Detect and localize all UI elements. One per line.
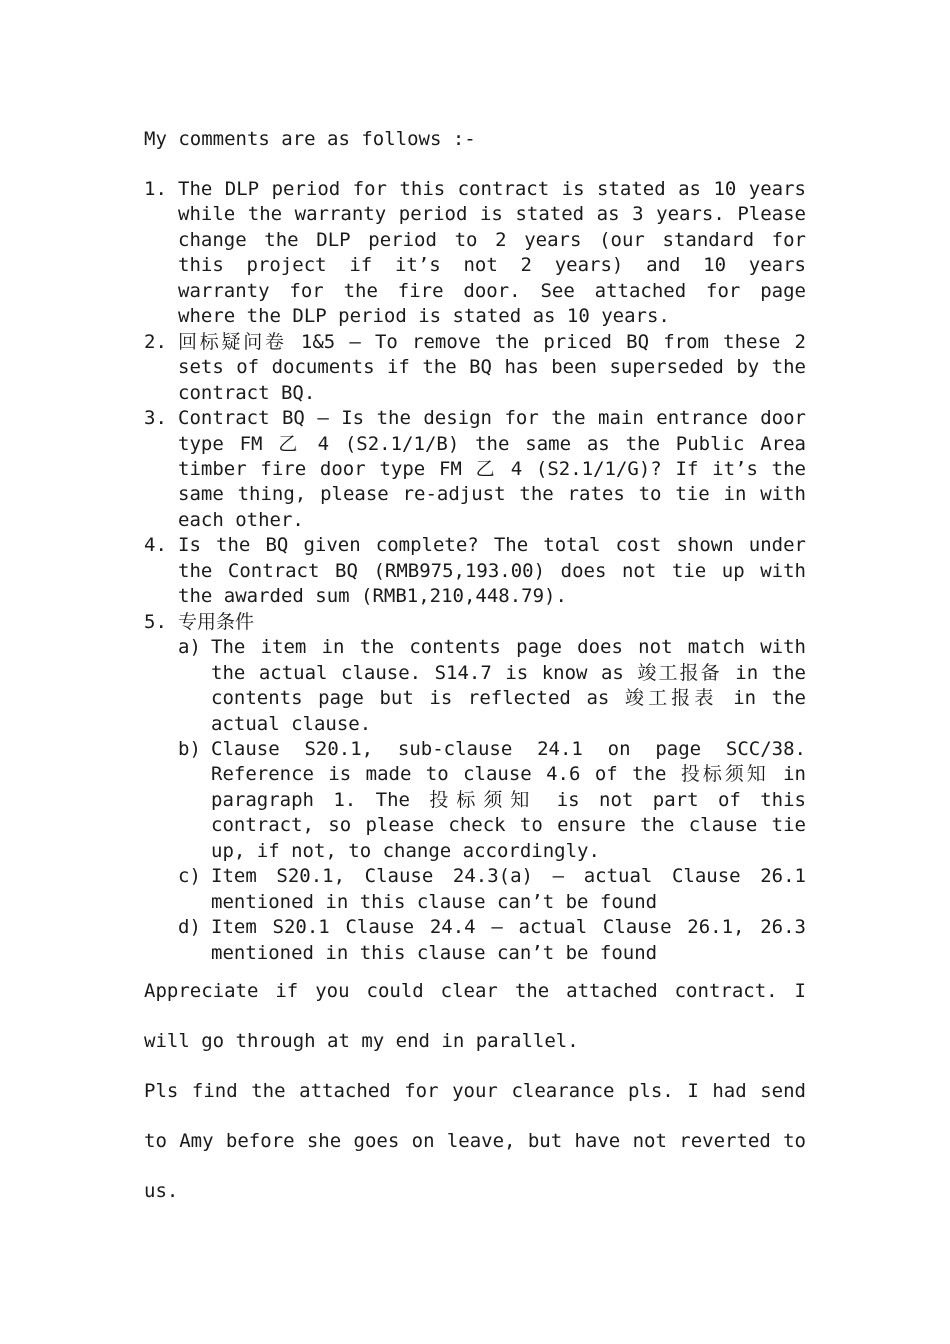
sub-item-text: The item in the contents page does not match with the actual clause. S14.7 is know as 竣工报备 in the contents page but is reflected as 竣工报表 in the actual clause. [211, 636, 806, 735]
sub-item-letter: d) [178, 916, 201, 939]
item-text: 回标疑问卷 1&5 – To remove the priced BQ from these 2 sets of documents if the BQ has been superseded by the contract BQ. [178, 330, 806, 404]
sub-item-d [178, 915, 806, 966]
item-number: 5. [144, 610, 167, 633]
comment-list [144, 177, 806, 966]
sub-item-text: Clause S20.1, sub-clause 24.1 on page SCC/38. Reference is made to clause 4.6 of the 投标须知 in paragraph 1. The 投标须知 is not part of this contract, so please check to ensure the clause tie up, if not, to change accordingly. [211, 737, 806, 862]
comment-item-5 [144, 610, 806, 966]
comment-item-2 [144, 330, 806, 406]
comment-item-3 [144, 406, 806, 533]
item-number: 2. [144, 330, 167, 353]
sub-item-text: Item S20.1, Clause 24.3(a) – actual Clause 26.1 mentioned in this clause can’t be found [211, 865, 806, 913]
sub-item-letter: b) [178, 737, 201, 760]
sub-item-b [178, 737, 806, 864]
closing-paragraph-1: Appreciate if you could clear the attached contract. I will go through at my end in parallel. [144, 980, 806, 1052]
sub-item-letter: a) [178, 636, 201, 659]
item-text: The DLP period for this contract is stated as 10 years while the warranty period is stated as 3 years. Please change the DLP period to 2 years (our standard for this project if it’s not 2 years) and 10 years warranty for the fire door. See attached for page where the DLP period is stated as 10 years. [178, 178, 806, 328]
item-number: 4. [144, 534, 167, 557]
sub-item-letter: c) [178, 865, 201, 888]
comment-item-1 [144, 177, 806, 330]
intro-line: My comments are as follows :- [144, 128, 476, 150]
sub-item-a [178, 635, 806, 737]
sub-item-text: Item S20.1 Clause 24.4 – actual Clause 26.1, 26.3 mentioned in this clause can’t be found [211, 916, 806, 964]
item-text: Contract BQ – Is the design for the main entrance door type FM 乙 4 (S2.1/1/B) the same as the Public Area timber fire door type FM 乙 4 (S2.1/1/G)? If it’s the same thing, please re-adjust the rates to tie in with each other. [178, 407, 806, 531]
item-text: Is the BQ given complete? The total cost shown under the Contract BQ (RMB975,193.00) does not tie up with the awarded sum (RMB1,210,448.79). [178, 534, 806, 608]
comment-item-4 [144, 533, 806, 609]
item-number: 1. [144, 178, 167, 200]
closing-paragraph-2: Pls find the attached for your clearance pls. I had send to Amy before she goes on leave, but have not reverted to us. [144, 1080, 806, 1202]
item-number: 3. [144, 407, 167, 430]
item-text: 专用条件 [178, 610, 255, 633]
sub-comment-list [178, 635, 806, 966]
sub-item-c [178, 864, 806, 915]
